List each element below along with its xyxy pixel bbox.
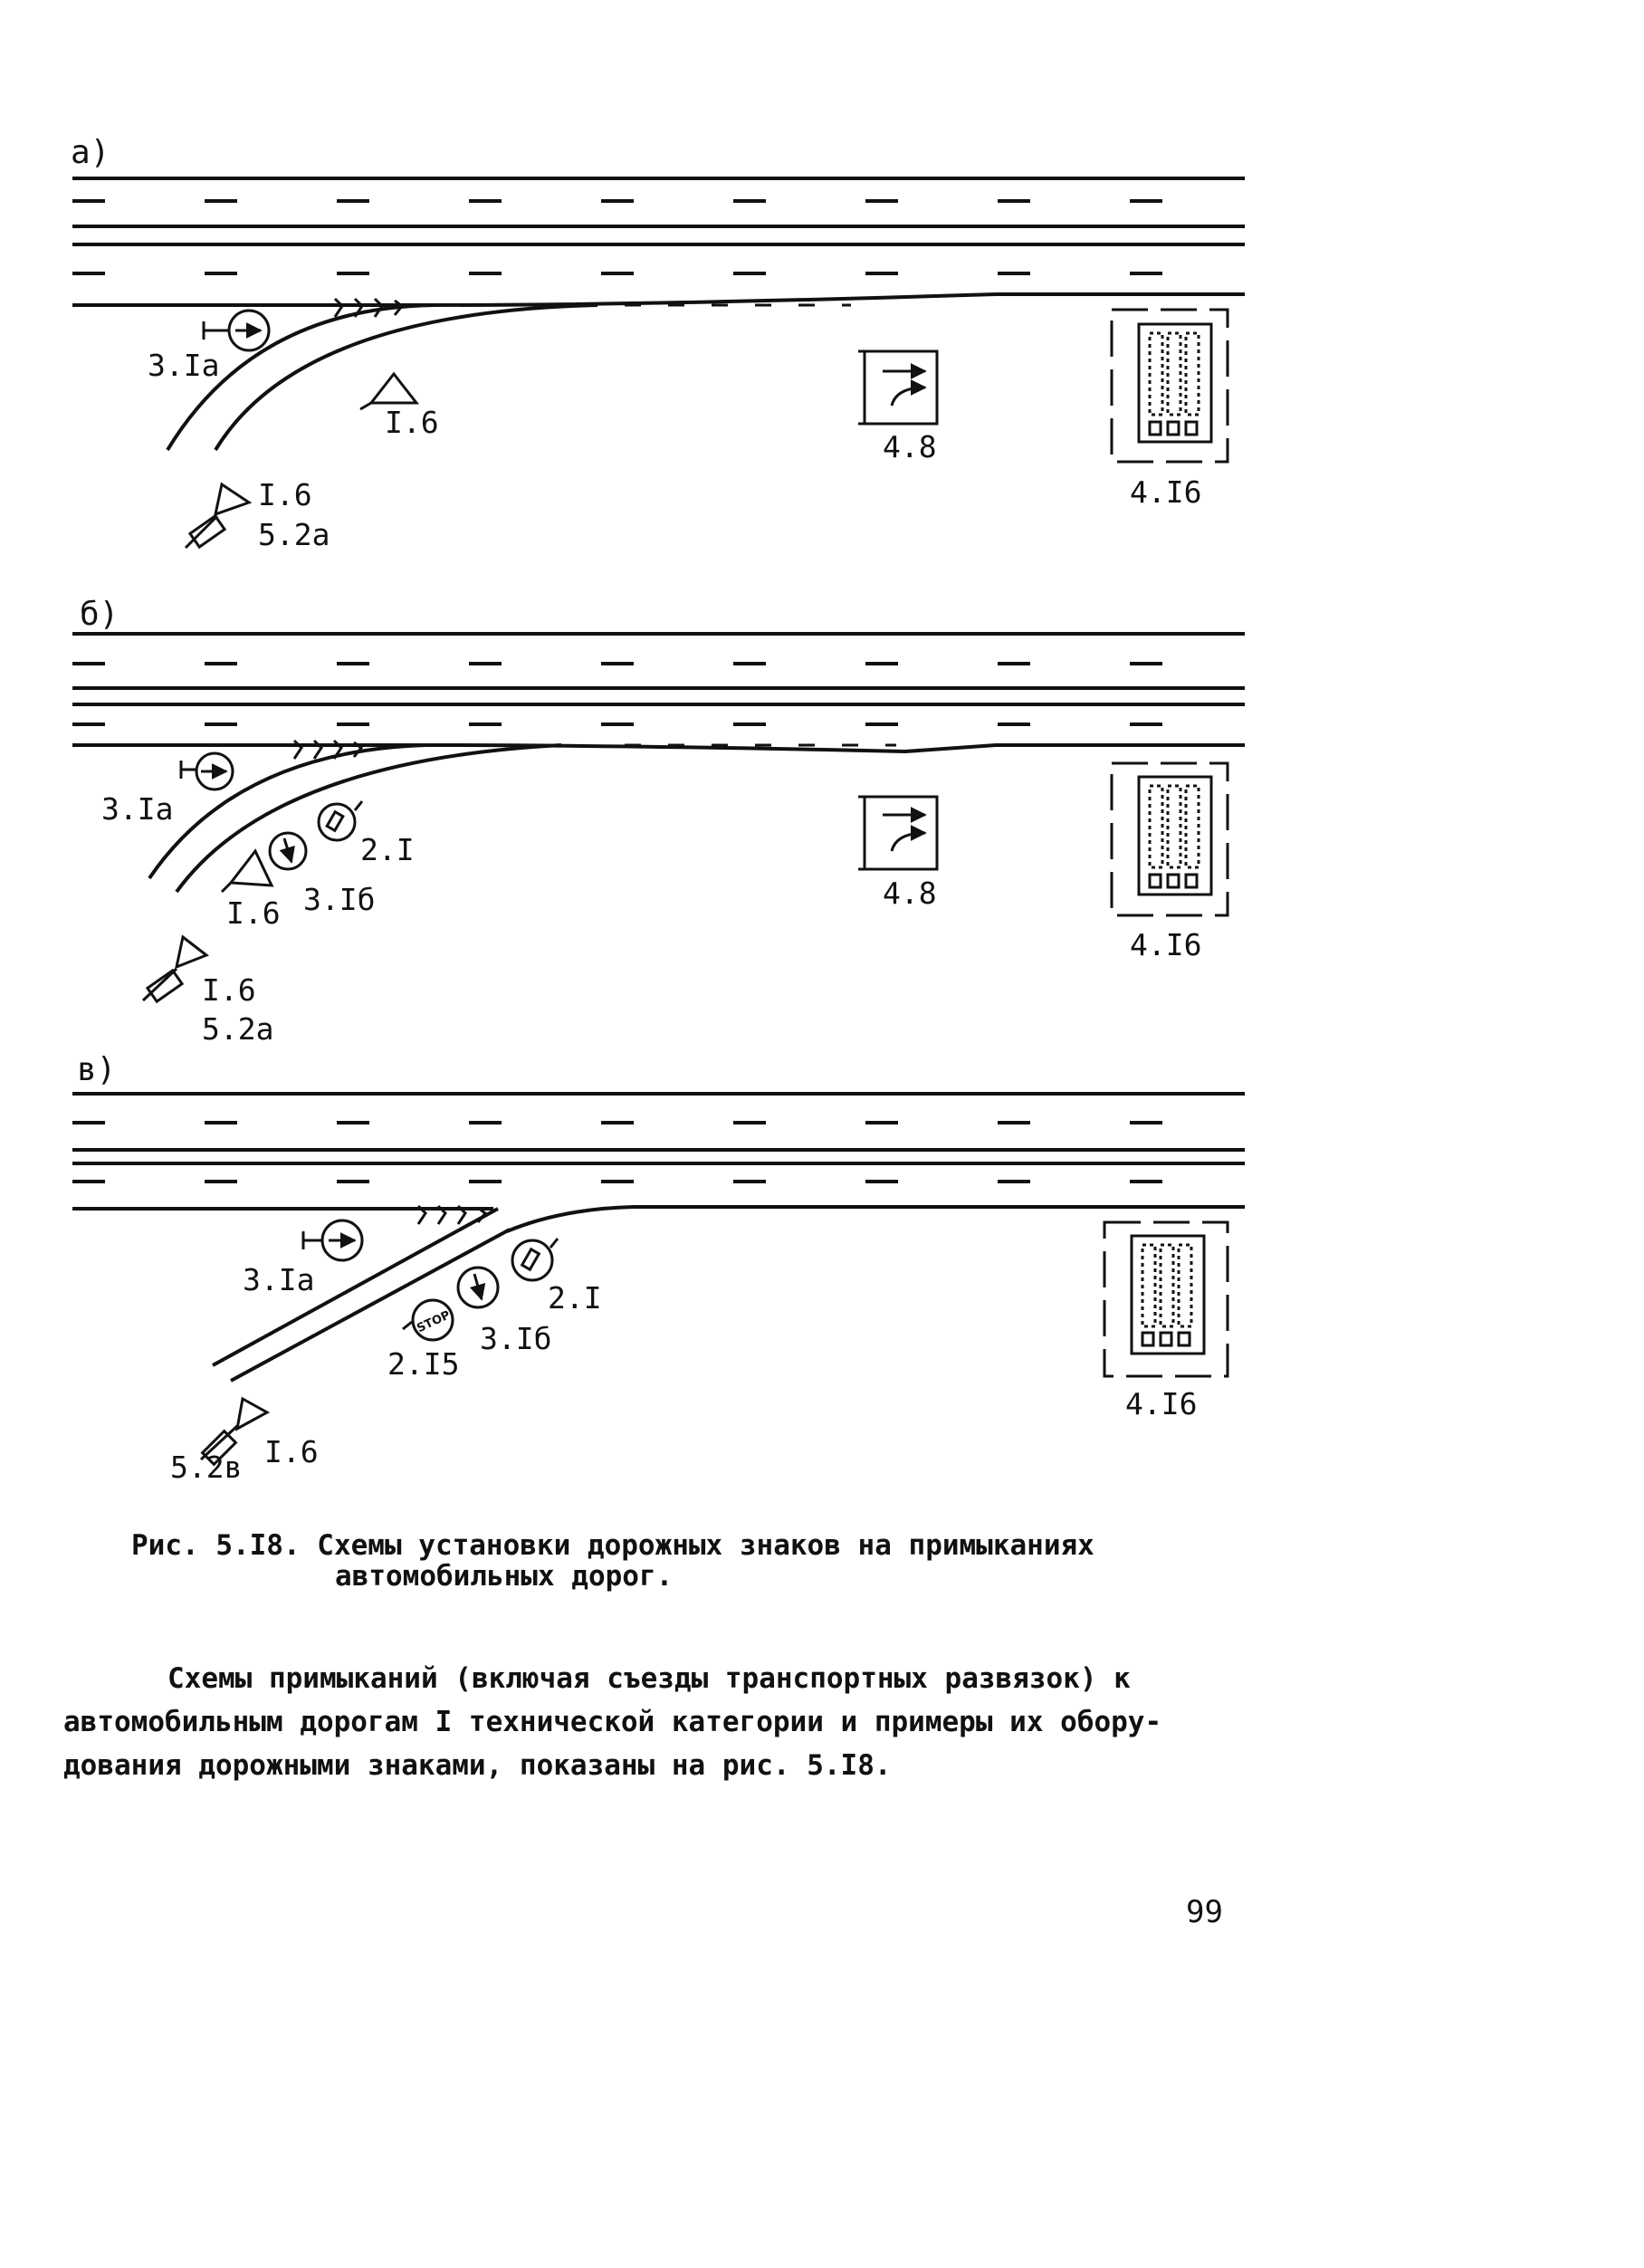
sign-3-1a — [204, 311, 269, 350]
caption-line-1: Рис. 5.I8. Схемы установки дорожных знаков на примыканиях — [131, 1529, 1094, 1562]
paragraph-line-2: автомобильным дорогам I технической категории и примеры их обору- — [63, 1706, 1162, 1738]
panel-b — [72, 596, 1245, 1047]
label-5-2a: 5.2а — [202, 1011, 274, 1047]
page-number: 99 — [1186, 1894, 1223, 1930]
label-4-16: 4.I6 — [1130, 474, 1202, 510]
label-4-8: 4.8 — [883, 876, 937, 911]
panel-c-roadway — [72, 1094, 1245, 1381]
sign-4-16 — [1112, 310, 1228, 462]
label-1-6-far: I.6 — [202, 972, 256, 1008]
sign-3-1b — [270, 833, 306, 869]
label-5-2a: 5.2а — [258, 517, 330, 552]
label-4-16: 4.I6 — [1130, 927, 1202, 962]
label-1-6-far: I.6 — [258, 477, 312, 512]
caption-line-2: автомобильных дорог. — [335, 1560, 674, 1593]
sign-2-1 — [512, 1239, 558, 1280]
label-3-1a: 3.Iа — [243, 1262, 315, 1297]
label-2-15: 2.I5 — [387, 1346, 460, 1382]
sign-1-6-near — [222, 851, 272, 892]
sign-4-16 — [1104, 1222, 1228, 1376]
label-1-6-near: I.6 — [385, 405, 439, 440]
label-4-16: 4.I6 — [1125, 1386, 1198, 1421]
label-5-2v: 5.2в — [170, 1450, 243, 1485]
panel-a-letter: а) — [71, 134, 110, 171]
sign-4-8 — [858, 797, 937, 869]
panel-b-letter: б) — [80, 596, 119, 633]
label-1-6-near: I.6 — [226, 895, 281, 931]
sign-2-15 — [403, 1300, 453, 1340]
label-3-1a: 3.Iа — [101, 791, 174, 827]
label-3-1a: 3.Iа — [148, 348, 220, 383]
sign-3-1b — [458, 1268, 498, 1307]
sign-1-6-far-5-2a — [186, 484, 249, 548]
label-4-8: 4.8 — [883, 429, 937, 464]
sign-4-16 — [1112, 763, 1228, 915]
label-3-1b: 3.Iб — [480, 1321, 552, 1356]
panel-a — [71, 134, 1245, 552]
body-paragraph — [63, 1657, 1240, 1787]
label-2-1: 2.I — [360, 832, 415, 867]
figure-caption — [131, 1530, 1218, 1592]
sign-2-1 — [319, 801, 362, 840]
label-2-1: 2.I — [548, 1280, 602, 1316]
panel-b-roadway — [72, 634, 1245, 892]
panel-c — [72, 1051, 1245, 1485]
sign-3-1a — [303, 1220, 362, 1260]
sign-1-6-far-5-2a — [143, 937, 206, 1001]
label-3-1b: 3.Iб — [303, 882, 376, 917]
panel-c-letter: в) — [77, 1051, 117, 1088]
sign-3-1a — [181, 753, 233, 789]
paragraph-line-1: Схемы примыканий (включая съезды транспортных развязок) к — [167, 1662, 1131, 1695]
sign-4-8 — [858, 351, 937, 424]
label-1-6: I.6 — [264, 1434, 319, 1469]
stop-text: STOP — [415, 1308, 453, 1336]
paragraph-line-3: дования дорожными знаками, показаны на рис. 5.I8. — [63, 1749, 892, 1782]
